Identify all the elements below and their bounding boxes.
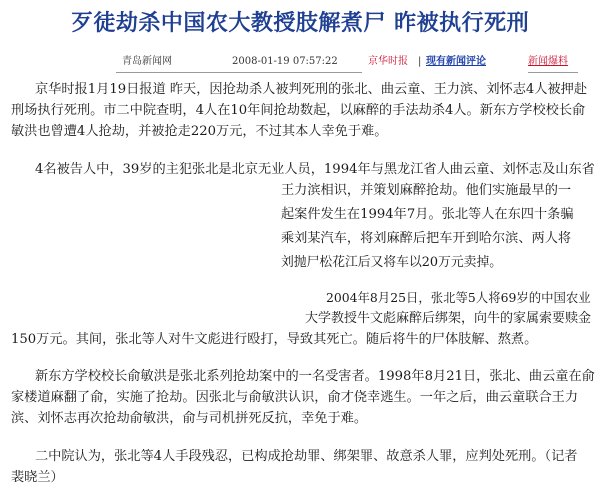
p2-line-3: 起案件发生在1994年7月。张北等人在东四十条骗 — [281, 207, 574, 222]
news-comment-link[interactable]: 现有新闻评论 — [426, 56, 486, 67]
p1-line-2: 刑场执行死刑。市二中院查明，4人在10年间抢劫数起，以麻醉的手法劫杀4人。新东方学校校长俞 — [11, 103, 586, 118]
meta-divider-right — [528, 72, 578, 73]
p5-line-1: 二中院认为，张北等4人手段残忍，已构成抢劫罪、绑架罪、故意杀人罪，应判处死刑。（记者 — [35, 449, 578, 464]
meta-separator: | — [418, 56, 422, 67]
newspaper-name: 京华时报 — [368, 56, 408, 67]
p4-line-1: 新东方学校校长俞敏洪是张北系列抢劫案中的一名受害者。1998年8月21日，张北、曲云童在俞 — [35, 369, 595, 384]
p5-line-2: 裴晓兰） — [11, 470, 64, 485]
p4-line-2: 家楼道麻翻了俞，实施了抢劫。因张北与俞敏洪认识，俞才侥幸逃生。一年之后，曲云童联合王力 — [11, 390, 579, 405]
article-headline: 歹徒劫杀中国农大教授肢解煮尸 昨被执行死刑 — [70, 11, 530, 36]
p2-line-1: 4名被告人中，39岁的主犯张北是北京无业人员，1994年与黑龙江省人曲云童、刘怀志及山东省 — [35, 162, 595, 177]
p3-line-2: 大学教授牛文彪麻醉后绑架，向牛的家属索要赎金 — [305, 311, 592, 326]
news-tip-link[interactable]: 新闻爆料 — [528, 56, 568, 67]
p1-line-1: 京华时报1月19日报道 昨天，因抢劫杀人被判死刑的张北、曲云童、王力滨、刘怀志4人被押赴 — [35, 82, 588, 97]
p4-line-3: 滨、刘怀志再次抢劫俞敏洪，俞与司机拼死反抗，幸免于难。 — [11, 411, 368, 426]
p3-line-1: 2004年8月25日，张北等5人将69岁的中国农业 — [326, 290, 591, 305]
p2-line-2: 王力滨相识，并策划麻醉抢劫。他们实施最早的一 — [281, 183, 572, 198]
p1-line-3: 敏洪也曾遭4人抢劫，并被抢走220万元，不过其本人幸免于难。 — [11, 124, 388, 139]
meta-divider-left — [116, 72, 362, 73]
p2-line-5: 刘抛尸松花江后又将车以20万元卖掉。 — [281, 255, 503, 270]
publish-datetime: 2008-01-19 07:57:22 — [232, 56, 338, 67]
p2-line-4: 乘刘某汽车，将刘麻醉后把车开到哈尔滨、两人将 — [281, 231, 572, 246]
news-source: 青岛新闻网 — [122, 56, 172, 67]
p3-line-3: 150万元。其间，张北等人对牛文彪进行殴打，导致其死亡。随后将牛的尸体肢解、熬煮。 — [11, 332, 538, 347]
